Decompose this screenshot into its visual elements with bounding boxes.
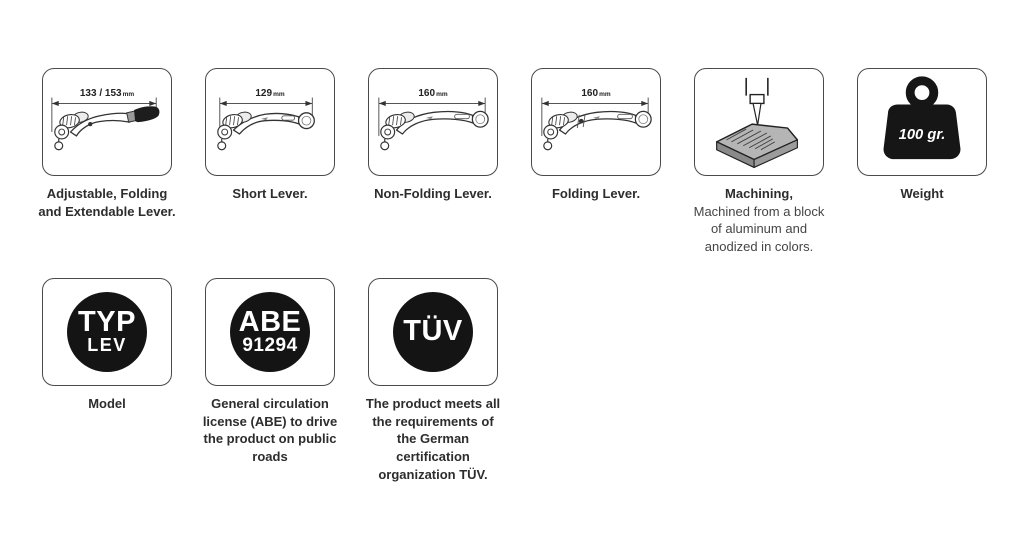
feature-label: Weight xyxy=(900,186,944,201)
badge-tuv-text: TÜV xyxy=(403,315,463,348)
feature-label: Folding Lever. xyxy=(551,186,641,201)
dimension-label: 160mm xyxy=(418,88,448,99)
typ-lev-badge xyxy=(67,292,147,372)
weight-icon xyxy=(858,69,986,175)
feature-short-lever xyxy=(205,68,335,256)
badge-abe-number: 91294 xyxy=(242,335,298,357)
feature-machining xyxy=(694,68,824,256)
badge-lev-text: LEV xyxy=(87,335,127,356)
card-adjustable-lever xyxy=(42,68,172,176)
feature-label: Non-Folding Lever. xyxy=(374,186,492,201)
feature-weight xyxy=(857,68,987,256)
dimension-label: 129mm xyxy=(255,88,285,99)
feature-label: Model xyxy=(88,396,126,411)
feature-label: Short Lever. xyxy=(232,186,308,201)
machining-description: Machined from a block of aluminum and anodized in colors. xyxy=(693,203,825,255)
abe-badge xyxy=(230,292,310,372)
adjustable-extendable-lever-diagram xyxy=(43,69,171,175)
folding-lever-diagram xyxy=(532,69,660,175)
cnc-machining-icon xyxy=(695,69,823,175)
machining-title: Machining, xyxy=(725,186,793,201)
feature-tuv-certification xyxy=(365,278,501,483)
card-machining xyxy=(694,68,824,176)
badge-typ-text: TYP xyxy=(78,305,136,338)
feature-row-top xyxy=(38,68,987,256)
card-abe-license xyxy=(205,278,335,386)
card-tuv-certification xyxy=(368,278,498,386)
feature-adjustable-lever xyxy=(38,68,176,256)
feature-model xyxy=(42,278,172,483)
badge-abe-text: ABE xyxy=(238,305,302,338)
feature-label: Adjustable, Folding and Extendable Lever. xyxy=(38,186,176,219)
feature-abe-license xyxy=(202,278,338,483)
non-folding-lever-diagram xyxy=(369,69,497,175)
card-model xyxy=(42,278,172,386)
tuv-badge xyxy=(393,292,473,372)
feature-row-bottom xyxy=(42,278,501,483)
card-folding-lever xyxy=(531,68,661,176)
feature-non-folding-lever xyxy=(368,68,498,256)
dimension-label: 133 / 153mm xyxy=(79,88,135,99)
feature-label: The product meets all the requirements of the German certification organization TÜV. xyxy=(365,396,501,482)
feature-label: General circulation license (ABE) to drive the product on public roads xyxy=(202,396,338,465)
card-non-folding-lever xyxy=(368,68,498,176)
dimension-label: 160mm xyxy=(581,88,611,99)
weight-value: 100 gr. xyxy=(898,126,946,143)
card-short-lever xyxy=(205,68,335,176)
short-lever-diagram xyxy=(206,69,334,175)
card-weight xyxy=(857,68,987,176)
feature-folding-lever xyxy=(531,68,661,256)
feature-label xyxy=(687,185,831,256)
